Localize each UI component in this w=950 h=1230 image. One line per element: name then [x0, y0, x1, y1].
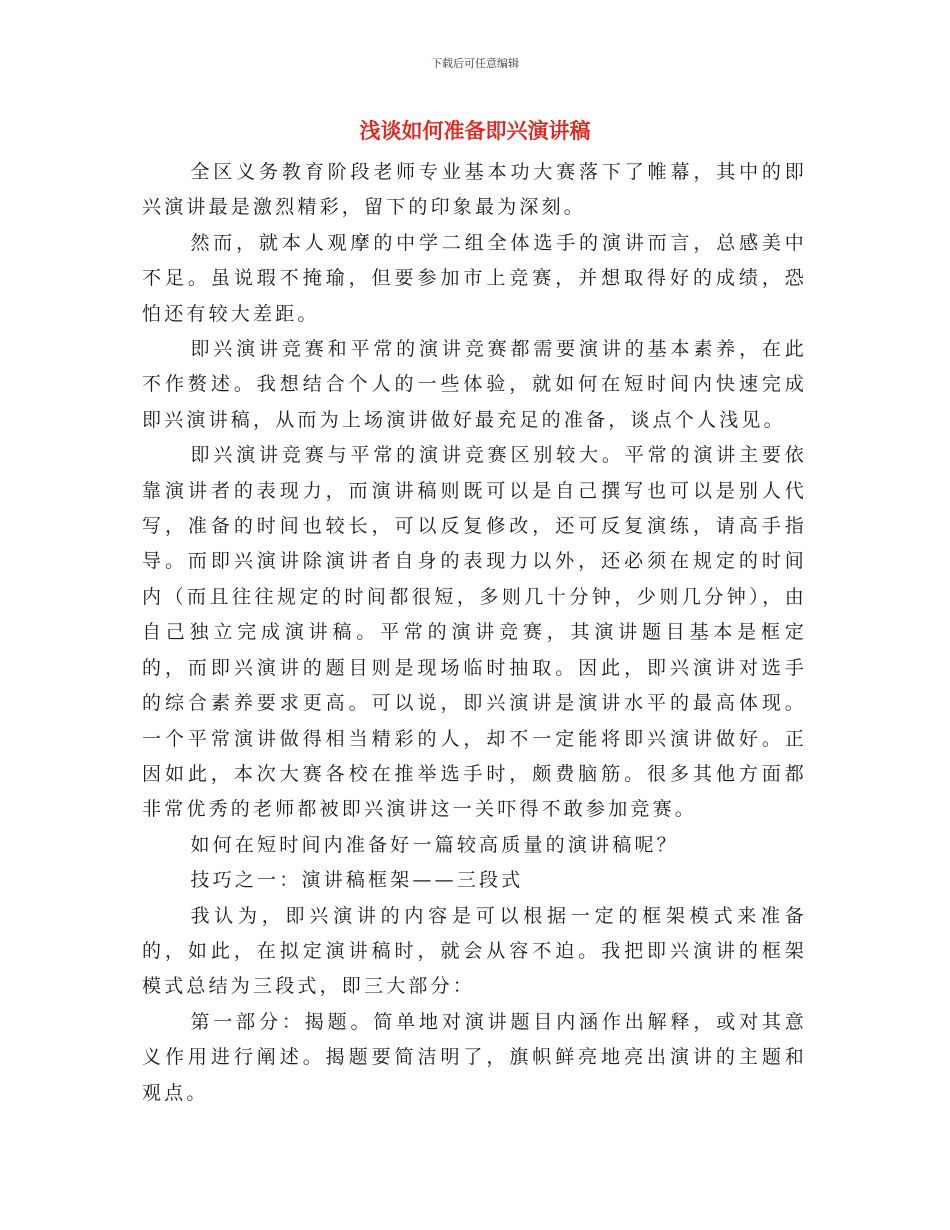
- paragraph: 然而，就本人观摩的中学二组全体选手的演讲而言，总感美中不足。虽说瑕不掩瑜，但要参加市上竞赛，并想取得好的成绩，恐怕还有较大差距。: [142, 231, 807, 325]
- section-heading: 技巧之一：演讲稿框架——三段式: [190, 869, 524, 892]
- question-paragraph: 如何在短时间内准备好一篇较高质量的演讲稿呢？: [190, 833, 679, 856]
- page-header-note: 下载后可任意编辑: [431, 57, 519, 70]
- paragraph: 即兴演讲竞赛与平常的演讲竞赛区别较大。平常的演讲主要依靠演讲者的表现力，而演讲稿则既可以是自己撰写也可以是别人代 写，准备的时间也较长，可以反复修改，还可反复演练，请高手指导。而即兴演讲除演讲者自身的表现力以外，还必须在规定的时间内（而且往往规定的时间都很短，多则几十分钟，少则几分钟），由自己独立完成演讲稿。平常的演讲竞赛，其演讲题目基本是框定的，而即兴演讲的题目则是现场临时抽取。因此，即兴演讲对选手的综合素养要求更高。可以说，即兴演讲是演讲水平的最高体现。一个平常演讲做得相当精彩的人，却不一定能将即兴演讲做好。正因如此，本次大赛各校在推举选手时，颇费脑筋。很多其他方面都非常优秀的老师都被即兴演讲这一关吓得不敢参加竞赛。: [142, 444, 807, 821]
- document-body: [142, 155, 807, 1111]
- paragraph: 全区义务教育阶段老师专业基本功大赛落下了帷幕，其中的即兴演讲最是激烈精彩，留下的印象最为深刻。: [142, 161, 807, 219]
- paragraph: 我认为，即兴演讲的内容是可以根据一定的框架模式来准备的，如此，在拟定演讲稿时，就会从容不迫。我把即兴演讲的框架模式总结为三段式，即三大部分：: [142, 904, 807, 998]
- document-title: 浅谈如何准备即兴演讲稿: [359, 119, 591, 143]
- paragraph: 第一部分：揭题。简单地对演讲题目内涵作出解释，或对其意义作用进行阐述。揭题要简洁明了，旗帜鲜亮地亮出演讲的主题和观点。: [142, 1010, 807, 1104]
- paragraph: 即兴演讲竞赛和平常的演讲竞赛都需要演讲的基本素养，在此不作赘述。我想结合个人的一些体验，就如何在短时间内快速完成即兴演讲稿，从而为上场演讲做好最充足的准备，谈点个人浅见。: [142, 338, 807, 431]
